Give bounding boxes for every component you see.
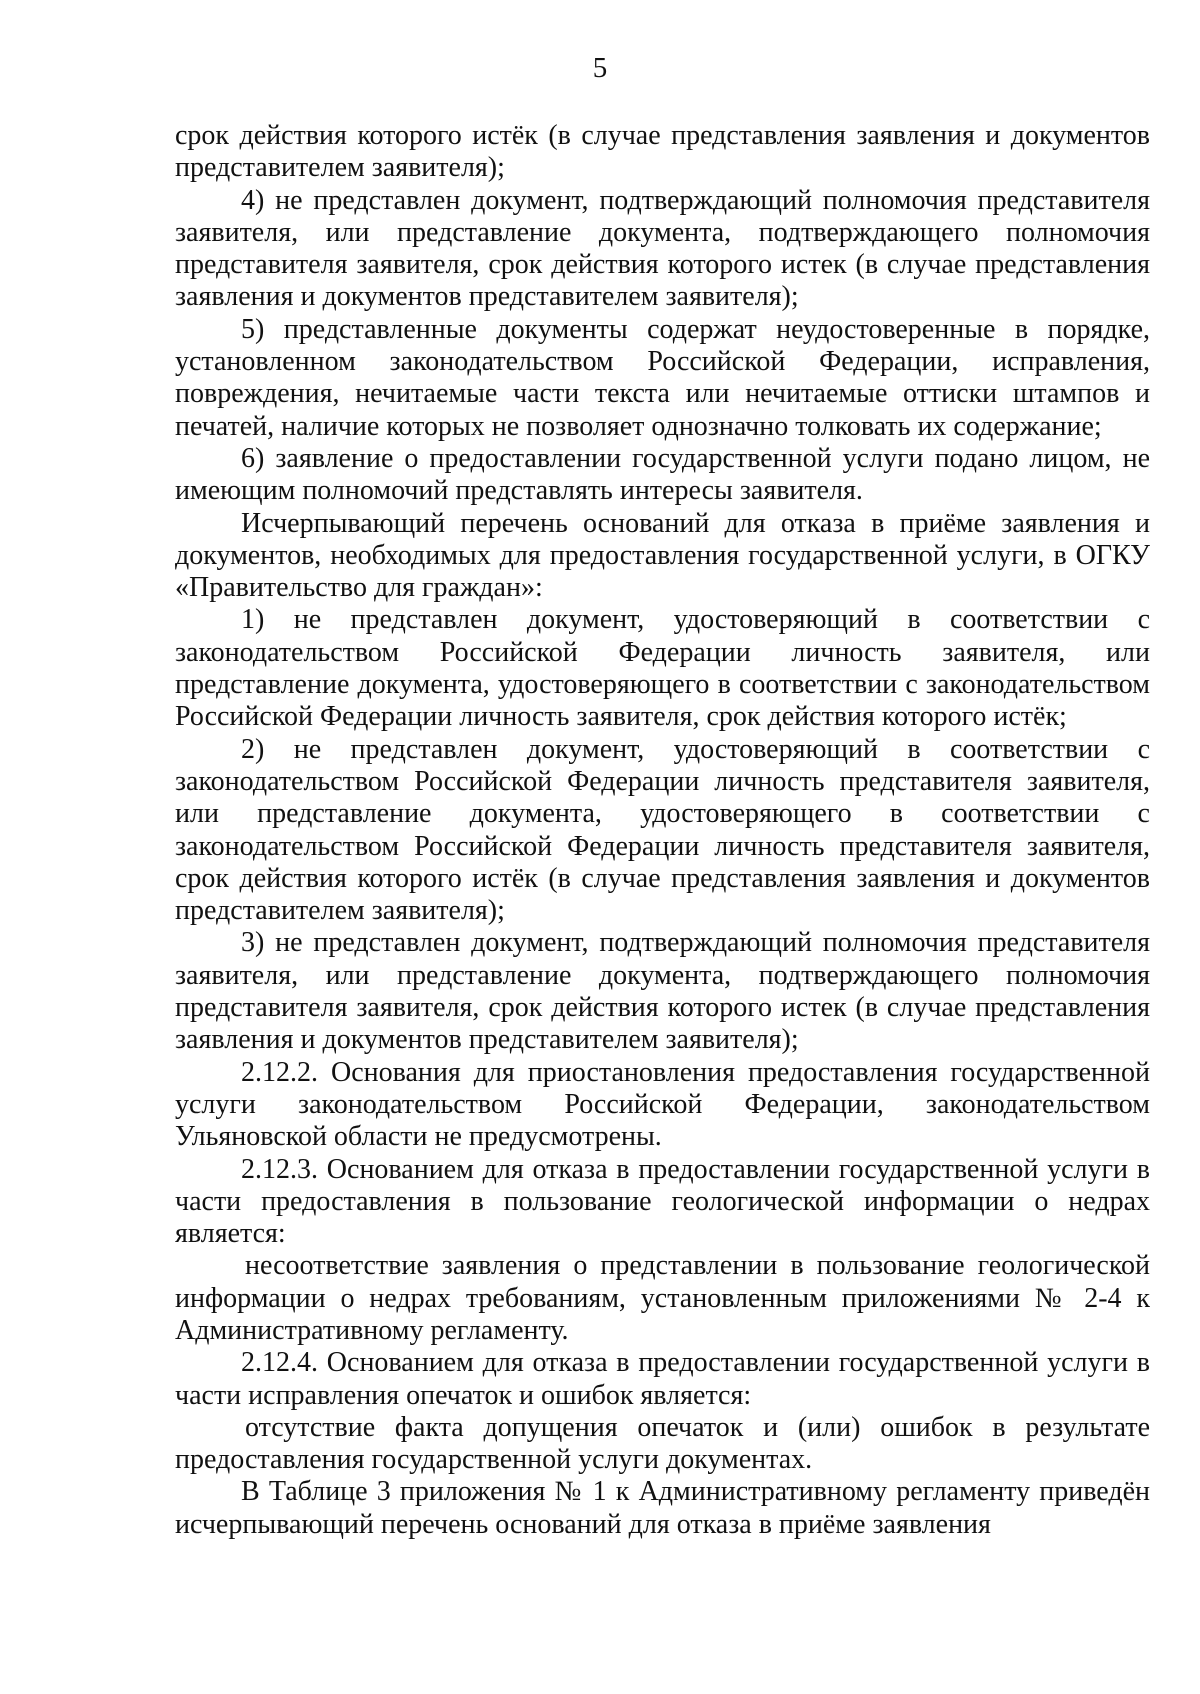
paragraph: 4) не представлен документ, подтверждающий полномочия представителя заявителя, или представление документа, подтверждающего полномочия представителя заявителя, срок действия которого истек (в случае представления заявления и документов представителем заявителя); xyxy=(175,184,1150,313)
page-number: 5 xyxy=(592,52,608,84)
paragraph: В Таблице 3 приложения № 1 к Административному регламенту приведён исчерпывающий перечень оснований для отказа в приёме заявления xyxy=(175,1476,1150,1540)
paragraph: отсутствие факта допущения опечаток и (или) ошибок в результате предоставления государственной услуги документах. xyxy=(175,1411,1150,1476)
document-body xyxy=(175,120,1150,1541)
paragraph: 1) не представлен документ, удостоверяющий в соответствии с законодательством Российской Федерации личность заявителя, или представление документа, удостоверяющего в соответствии с законодательством Российской Федерации личность заявителя, срок действия которого истёк; xyxy=(175,604,1150,733)
paragraph: 6) заявление о предоставлении государственной услуги подано лицом, не имеющим полномочий представлять интересы заявителя. xyxy=(175,442,1150,507)
paragraph: 5) представленные документы содержат неудостоверенные в порядке, установленном законодательством Российской Федерации, исправления, повреждения, нечитаемые части текста или нечитаемые оттиски штампов и печатей, наличие которых не позволяет однозначно толковать их содержание; xyxy=(175,313,1150,442)
paragraph: 2.12.3. Основанием для отказа в предоставлении государственной услуги в части предоставления в пользование геологической информации о недрах является: xyxy=(175,1153,1150,1250)
paragraph: 2.12.2. Основания для приостановления предоставления государственной услуги законодательством Российской Федерации, законодательством Ульяновской области не предусмотрены. xyxy=(175,1056,1150,1153)
paragraph: 2.12.4. Основанием для отказа в предоставлении государственной услуги в части исправления опечаток и ошибок является: xyxy=(175,1347,1150,1411)
paragraph: несоответствие заявления о представлении в пользование геологической информации о недрах требованиям, установленным приложениями № 2-4 к Административному регламенту. xyxy=(175,1250,1150,1346)
paragraph: Исчерпывающий перечень оснований для отказа в приёме заявления и документов, необходимых для предоставления государственной услуги, в ОГКУ «Правительство для граждан»: xyxy=(175,507,1150,604)
paragraph: 2) не представлен документ, удостоверяющий в соответствии с законодательством Российской Федерации личность представителя заявителя, или представление документа, удостоверяющего в соответствии с законодательством Российской Федерации личность представителя заявителя, срок действия которого истёк (в случае представления заявления и документов представителем заявителя); xyxy=(175,733,1150,927)
paragraph: 3) не представлен документ, подтверждающий полномочия представителя заявителя, или представление документа, подтверждающего полномочия представителя заявителя, срок действия которого истек (в случае представления заявления и документов представителем заявителя); xyxy=(175,927,1150,1056)
paragraph: срок действия которого истёк (в случае представления заявления и документов представителем заявителя); xyxy=(175,120,1150,184)
